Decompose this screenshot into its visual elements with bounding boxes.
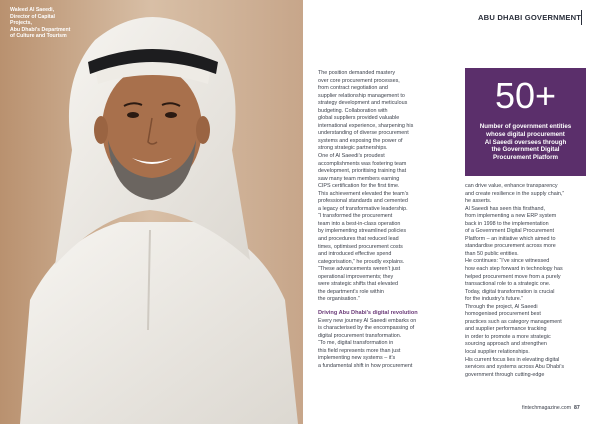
body-column-2 xyxy=(465,183,585,379)
text-line: by implementing streamlined policies xyxy=(318,228,407,235)
stat-line: Number of government entities xyxy=(479,123,572,130)
stat-number: 50+ xyxy=(494,75,557,116)
text-line: This achievement elevated the team’s xyxy=(318,190,409,197)
text-line: operational improvements; they xyxy=(318,273,394,280)
text-line: strategy development and meticulous xyxy=(318,100,408,107)
text-line: CIPS certification for the first time. xyxy=(318,183,400,190)
caption-line: Waleed Al Saeedi, xyxy=(10,7,55,13)
text-line: digital procurement transformation. xyxy=(318,332,402,339)
text-line: for the industry’s future.” xyxy=(465,296,524,303)
text-line: accomplishments was fostering team xyxy=(318,160,407,167)
stat-description xyxy=(465,123,586,162)
text-line: Through the project, Al Saeedi xyxy=(465,303,538,310)
caption-line: of Culture and Tourism xyxy=(10,33,67,40)
text-line: global suppliers provided valuable xyxy=(318,115,400,122)
stat-line: the Government Digital xyxy=(491,146,560,154)
text-line: in order to promote a more strategic xyxy=(465,333,551,340)
text-line: His current focus lies in elevating digital xyxy=(465,356,560,363)
text-line: how each step forward in technology has xyxy=(465,266,563,273)
text-line: from contract negotiation and xyxy=(318,85,388,92)
text-line: this field represents more than just xyxy=(318,347,401,354)
page-footer xyxy=(522,405,580,411)
footer-site[interactable]: fintechmagazine.com xyxy=(522,405,572,411)
text-line: times, optimised procurement costs xyxy=(318,243,403,250)
text-line: is characterised by the encompassing of xyxy=(318,325,415,332)
text-line: implementing new systems – it’s xyxy=(318,355,396,362)
text-line: the organisation.” xyxy=(318,296,360,303)
text-line: helped procurement move from a purely xyxy=(465,273,561,280)
text-line: understanding of diverse procurement xyxy=(318,130,409,137)
text-line: than 50 public entities. xyxy=(465,250,519,257)
text-line: The position demanded mastery xyxy=(318,70,396,76)
text-line: sourcing approach and strengthen xyxy=(465,341,547,348)
text-line: systems and exposing the power of xyxy=(318,137,403,144)
subheading: Driving Abu Dhabi’s digital revolution xyxy=(318,309,418,316)
text-line: homogenised procurement best xyxy=(465,311,541,318)
page-number: 87 xyxy=(574,405,580,411)
text-line: transactional role to a strategic one. xyxy=(465,281,551,288)
text-line: and introduced effective spend xyxy=(318,251,392,258)
text-line: “To me, digital transformation in xyxy=(318,340,394,347)
text-line: and procedures that reduced lead xyxy=(318,236,399,243)
text-line: the department’s role within xyxy=(318,288,384,295)
text-line: Every new journey Al Saeedi embarks on xyxy=(318,317,417,324)
text-line: Platform – an initiative which aimed to xyxy=(465,235,556,242)
text-line: over core procurement processes, xyxy=(318,77,400,84)
text-line: Al Saeedi has seen this firsthand, xyxy=(465,205,546,212)
text-line: a fundamental shift in how procurement xyxy=(318,362,413,369)
text-line: He continues: “I’ve since witnessed xyxy=(465,258,550,265)
text-line: and create resilience in the supply chain,” xyxy=(465,190,565,197)
text-line: Today, digital transformation is crucial xyxy=(465,288,555,295)
stat-line: whose digital procurement xyxy=(486,130,565,138)
text-line: categorisation,” he proudly explains. xyxy=(318,258,405,265)
caption-line: Projects, xyxy=(10,20,32,27)
text-line: strong strategic partnerships. xyxy=(318,145,388,152)
text-line: were strategic shifts that elevated xyxy=(318,281,399,288)
text-line: supplier relationship management to xyxy=(318,92,405,99)
text-line: professional standards and cemented xyxy=(318,198,408,205)
text-line: international experience, sharpening his xyxy=(318,122,414,129)
text-line: One of Al Saeedi’s proudest xyxy=(318,153,385,160)
section-title: ABU DHABI GOVERNMENT xyxy=(478,13,582,22)
caption-line: Abu Dhabi’s Department xyxy=(10,26,71,33)
text-line: saw many team members earning xyxy=(318,175,400,182)
text-line: can drive value, enhance transparency xyxy=(465,183,558,189)
text-line: government through cutting-edge xyxy=(465,371,545,378)
text-line: of a Government Digital Procurement xyxy=(465,228,554,235)
text-line: development, prioritising training that xyxy=(318,168,407,175)
text-line: services and systems across Abu Dhabi’s xyxy=(465,364,565,371)
text-line: practices such as category management xyxy=(465,318,562,325)
text-line: local supplier relationships. xyxy=(465,349,530,356)
text-line: from implementing a new ERP system xyxy=(465,213,557,220)
text-line: a legacy of transformative leadership. xyxy=(318,205,408,212)
text-line: he asserts. xyxy=(465,198,492,205)
text-line: team into a best-in-class operation xyxy=(318,220,401,227)
stat-line: Al Saeedi oversees through xyxy=(484,138,567,146)
body-column-1 xyxy=(318,70,450,370)
caption-line: Director of Capital xyxy=(10,13,55,20)
text-line: standardise procurement across more xyxy=(465,243,556,250)
text-line: budgeting. Collaboration with xyxy=(318,107,388,114)
stat-line: Procurement Platform xyxy=(493,154,558,162)
header-rule xyxy=(581,10,582,25)
text-line: and supplier performance tracking xyxy=(465,326,547,333)
text-line: “I transformed the procurement xyxy=(318,213,393,220)
text-line: “These advancements weren’t just xyxy=(318,266,401,273)
stat-callout xyxy=(465,68,586,176)
photo-caption xyxy=(10,7,130,40)
text-line: back in 1998 to the implementation xyxy=(465,220,549,227)
